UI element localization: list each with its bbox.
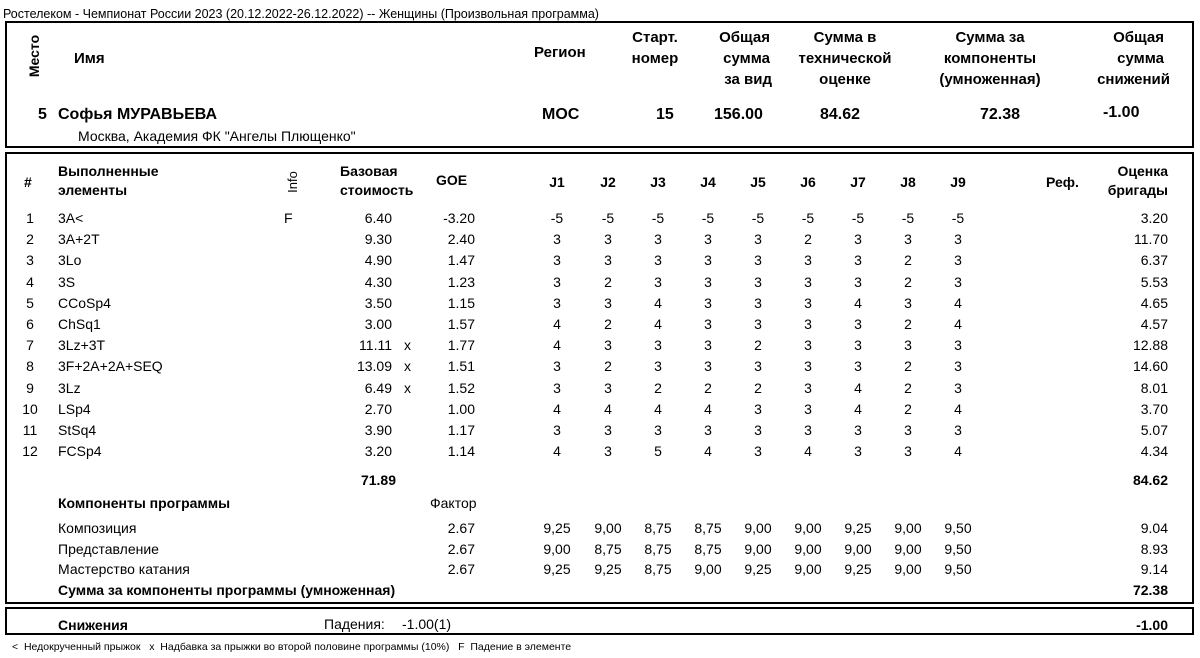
element-judge-score: 4 [553,316,561,332]
element-judge-score: 3 [854,358,862,375]
judge-header-1: J1 [549,174,565,190]
info-header: Info [285,171,300,193]
element-judge-score: 3 [804,316,812,332]
element-judge-score: 3 [854,252,862,269]
element-judge-score: 3 [854,443,862,460]
element-judge-score: 3 [904,422,912,438]
element-panel-score: 6.37 [1140,252,1168,269]
component-name: Композиция [58,520,137,536]
page-title: Ростелеком - Чемпионат России 2023 (20.12.2022-26.12.2022) -- Женщины (Произвольная программа) [3,7,599,21]
element-judge-score: 3 [754,231,762,248]
element-judge-score: 3 [604,231,612,248]
component-judge-score: 9,00 [894,540,922,557]
element-judge-score: 3 [854,273,862,290]
element-judge-score: -5 [751,210,765,226]
component-judge-score: 8,75 [594,540,622,557]
element-panel-score: 12.88 [1132,337,1168,354]
element-judge-score: 4 [954,443,962,460]
element-panel-score: 5.53 [1140,273,1168,290]
component-judge-score: 9,00 [594,520,622,536]
element-judge-score: 3 [804,273,812,290]
component-judge-score: 9,00 [794,520,822,536]
element-judge-score: 3 [954,379,962,396]
deductions-label: Снижения [58,617,128,633]
element-judge-score: 3 [904,231,912,248]
skater-name: Софья МУРАВЬЕВА [58,106,218,123]
component-judge-score: 9,00 [694,561,722,577]
component-judge-score: 9,00 [844,540,872,557]
element-number: 1 [26,210,34,226]
element-base-value: 3.50 [364,294,392,311]
skater-tech: 84.62 [820,106,861,123]
element-panel-score: 14.60 [1132,358,1168,375]
element-goe: 1.00 [447,400,475,417]
element-judge-score: 5 [654,443,662,460]
element-judge-score: 2 [654,379,662,396]
element-judge-score: 2 [754,337,762,354]
component-factor: 2.67 [447,540,475,557]
element-goe: 1.47 [447,252,475,269]
element-judge-score: 3 [704,316,712,332]
element-panel-score: 4.65 [1140,294,1168,311]
element-judge-score: 4 [654,400,662,417]
element-goe: -3.20 [443,210,475,226]
element-number: 11 [22,422,38,438]
element-goe: 2.40 [447,231,475,248]
component-judge-score: 9,25 [744,561,772,577]
skater-region: MOC [542,106,580,123]
element-judge-score: -5 [601,210,615,226]
place-header: Место [26,34,42,78]
component-score: 9.14 [1140,561,1168,577]
goe-header: GOE [436,172,468,188]
tes-total: 84.62 [1132,472,1168,488]
falls-value: -1.00(1) [402,616,452,632]
component-judge-score: 8,75 [644,540,672,557]
element-judge-score: 3 [704,422,712,438]
element-judge-score: 3 [904,443,912,460]
element-judge-score: 3 [754,273,762,290]
element-base-value: 4.90 [364,252,392,269]
element-judge-score: 3 [804,379,812,396]
deductions-box [5,607,1194,635]
element-number: 6 [26,316,34,332]
element-code: FCSp4 [58,443,102,460]
element-judge-score: 4 [804,443,812,460]
judge-header-5: J5 [750,174,766,190]
element-judge-score: -5 [901,210,915,226]
element-judge-score: 3 [754,252,762,269]
deductions-total: -1.00 [1136,617,1168,633]
element-judge-score: 3 [854,231,862,248]
component-judge-score: 9,00 [894,520,922,536]
element-panel-score: 3.70 [1140,400,1168,417]
falls-label: Падения: [324,616,385,632]
region-header: Регион [534,44,586,61]
element-judge-score: 3 [904,294,912,311]
element-judge-score: 3 [754,316,762,332]
element-number: 9 [26,379,34,396]
element-panel-score: 8.01 [1140,379,1168,396]
element-judge-score: 2 [804,231,812,248]
element-number: 3 [26,252,34,269]
element-judge-score: 3 [553,422,561,438]
element-judge-score: 3 [954,337,962,354]
element-judge-score: 4 [604,400,612,417]
element-code: 3Lo [58,252,82,269]
element-judge-score: 3 [804,252,812,269]
element-judge-score: 2 [604,358,612,375]
element-judge-score: 3 [553,294,561,311]
component-judge-score: 8,75 [644,561,672,577]
element-judge-score: 3 [654,231,662,248]
skater-comp: 72.38 [980,106,1021,123]
element-goe: 1.51 [447,358,475,375]
skater-total: 156.00 [714,106,763,123]
element-judge-score: 4 [553,337,561,354]
panel-header: Оценка бригады [1107,163,1168,198]
element-judge-score: 3 [654,337,662,354]
element-judge-score: 3 [754,422,762,438]
element-base-value: 4.30 [364,273,392,290]
element-base-value: 11.11 [359,337,392,354]
element-judge-score: 3 [854,316,862,332]
element-panel-score: 4.57 [1140,316,1168,332]
element-judge-score: 3 [704,252,712,269]
element-judge-score: 4 [704,400,712,417]
element-code: 3A< [58,210,84,226]
element-judge-score: 3 [954,252,962,269]
element-goe: 1.15 [447,294,475,311]
element-judge-score: 3 [704,358,712,375]
legend: < Недокрученный прыжок x Надбавка за прыжки во второй половине программы (10%) F Падение в элементе [12,641,572,653]
judge-header-6: J6 [800,174,816,190]
component-factor: 2.67 [447,520,475,536]
component-judge-score: 9,25 [844,520,872,536]
components-sum: 72.38 [1132,582,1168,598]
element-bonus-mark: x [404,379,411,396]
ded-header: Общая сумма снижений [1097,29,1170,88]
base-header: Базовая стоимость [340,163,414,198]
element-goe: 1.14 [447,443,475,460]
element-code: CCoSp4 [58,294,111,311]
component-judge-score: 9,50 [944,540,972,557]
element-judge-score: 4 [704,443,712,460]
judge-header-8: J8 [900,174,916,190]
element-judge-score: 3 [654,273,662,290]
element-judge-score: -5 [651,210,665,226]
judge-header-9: J9 [950,174,966,190]
component-score: 8.93 [1140,540,1168,557]
total-header: Общая сумма за вид [719,29,772,88]
judge-header-2: J2 [600,174,616,190]
element-judge-score: 3 [604,443,612,460]
skater-ded: -1.00 [1103,104,1140,121]
component-judge-score: 9,00 [794,561,822,577]
element-judge-score: 3 [553,231,561,248]
element-judge-score: 3 [954,231,962,248]
tech-header: Сумма в технической оценке [798,29,892,88]
elements-header: Выполненные элементы [58,163,159,198]
element-judge-score: 3 [754,443,762,460]
element-judge-score: 3 [804,337,812,354]
skater-start: 15 [656,106,674,123]
element-judge-score: 3 [704,337,712,354]
element-judge-score: 3 [604,252,612,269]
element-judge-score: 4 [553,443,561,460]
element-judge-score: 3 [754,400,762,417]
element-judge-score: 2 [904,379,912,396]
component-score: 9.04 [1140,520,1168,536]
element-judge-score: 4 [954,294,962,311]
element-judge-score: -5 [951,210,965,226]
element-judge-score: 3 [704,273,712,290]
components-sum-label: Сумма за компоненты программы (умноженная) [58,582,396,598]
element-judge-score: 3 [854,337,862,354]
element-number: 2 [26,231,34,248]
element-judge-score: 2 [904,273,912,290]
element-base-value: 3.00 [364,316,392,332]
element-code: LSp4 [58,400,91,417]
element-code: ChSq1 [58,316,101,332]
element-code: StSq4 [58,422,97,438]
element-judge-score: 3 [804,422,812,438]
element-judge-score: -5 [701,210,715,226]
element-base-value: 6.49 [364,379,392,396]
component-judge-score: 9,25 [594,561,622,577]
component-judge-score: 9,00 [794,540,822,557]
element-judge-score: 3 [553,273,561,290]
element-judge-score: 3 [954,422,962,438]
element-judge-score: 2 [604,273,612,290]
element-panel-score: 11.70 [1134,231,1168,248]
element-judge-score: 3 [854,422,862,438]
element-number: 4 [26,273,34,290]
element-judge-score: 4 [854,400,862,417]
element-judge-score: 3 [754,358,762,375]
element-number: 10 [22,400,38,417]
element-base-value: 3.90 [364,422,392,438]
element-judge-score: -5 [550,210,564,226]
element-base-value: 6.40 [364,210,392,226]
element-goe: 1.57 [447,316,475,332]
element-judge-score: 3 [954,358,962,375]
skater-club: Москва, Академия ФК "Ангелы Плющенко" [78,128,356,144]
component-judge-score: 9,25 [844,561,872,577]
element-judge-score: 2 [904,316,912,332]
element-judge-score: 3 [604,294,612,311]
element-panel-score: 3.20 [1140,210,1168,226]
element-goe: 1.52 [447,379,475,396]
element-goe: 1.23 [447,273,475,290]
element-judge-score: 2 [704,379,712,396]
component-judge-score: 9,00 [894,561,922,577]
ref-header: Реф. [1046,174,1079,190]
element-panel-score: 5.07 [1140,422,1168,438]
element-judge-score: -5 [851,210,865,226]
element-judge-score: 3 [553,379,561,396]
components-header: Компоненты программы [58,495,231,511]
element-judge-score: 2 [904,400,912,417]
comp-header: Сумма за компоненты (умноженная) [939,29,1041,88]
element-panel-score: 4.34 [1140,443,1168,460]
skater-place: 5 [38,106,47,123]
component-judge-score: 9,00 [744,540,772,557]
element-judge-score: 4 [954,400,962,417]
element-number: 7 [26,337,34,354]
element-judge-score: 3 [604,422,612,438]
element-base-value: 2.70 [364,400,392,417]
element-goe: 1.77 [447,337,475,354]
element-judge-score: 3 [804,294,812,311]
name-header: Имя [74,50,105,67]
element-code: 3Lz+3T [58,337,106,354]
element-judge-score: 3 [704,231,712,248]
element-judge-score: 3 [654,358,662,375]
component-name: Представление [58,540,159,557]
element-judge-score: 3 [553,252,561,269]
element-judge-score: 3 [954,273,962,290]
component-judge-score: 9,50 [944,561,972,577]
element-judge-score: 3 [604,379,612,396]
element-judge-score: 4 [654,316,662,332]
element-judge-score: 4 [854,379,862,396]
judge-header-3: J3 [650,174,666,190]
component-judge-score: 9,25 [543,561,571,577]
element-base-value: 3.20 [364,443,392,460]
component-judge-score: 9,00 [543,540,571,557]
component-factor: 2.67 [447,561,475,577]
component-judge-score: 8,75 [694,520,722,536]
judge-header-7: J7 [850,174,866,190]
start-header: Старт. номер [631,29,679,67]
component-judge-score: 8,75 [694,540,722,557]
element-code: 3S [58,273,76,290]
element-judge-score: -5 [801,210,815,226]
element-judge-score: 4 [854,294,862,311]
element-base-value: 13.09 [356,358,392,375]
component-judge-score: 8,75 [644,520,672,536]
element-judge-score: 2 [754,379,762,396]
element-judge-score: 4 [954,316,962,332]
element-code: 3F+2A+2A+SEQ [58,358,163,375]
element-judge-score: 3 [704,294,712,311]
element-number: 12 [22,443,38,460]
element-bonus-mark: x [404,337,411,354]
element-judge-score: 3 [553,358,561,375]
element-judge-score: 4 [654,294,662,311]
base-total: 71.89 [360,472,396,488]
element-judge-score: 2 [904,358,912,375]
element-judge-score: 3 [604,337,612,354]
element-judge-score: 3 [654,252,662,269]
element-bonus-mark: x [404,358,411,375]
element-judge-score: 3 [804,400,812,417]
element-base-value: 9.30 [364,231,392,248]
element-number: 5 [26,294,34,311]
num-header: # [24,174,32,190]
element-number: 8 [26,358,34,375]
element-judge-score: 3 [804,358,812,375]
element-judge-score: 3 [654,422,662,438]
judge-header-4: J4 [700,174,716,190]
element-goe: 1.17 [447,422,475,438]
element-code: 3A+2T [58,231,100,248]
element-code: 3Lz [58,379,81,396]
element-judge-score: 3 [754,294,762,311]
component-judge-score: 9,25 [543,520,571,536]
component-judge-score: 9,00 [744,520,772,536]
element-judge-score: 4 [553,400,561,417]
component-name: Мастерство катания [58,561,190,577]
element-info: F [284,210,293,226]
component-judge-score: 9,50 [944,520,972,536]
element-judge-score: 2 [604,316,612,332]
element-judge-score: 2 [904,252,912,269]
element-judge-score: 3 [904,337,912,354]
factor-header: Фактор [430,495,477,511]
